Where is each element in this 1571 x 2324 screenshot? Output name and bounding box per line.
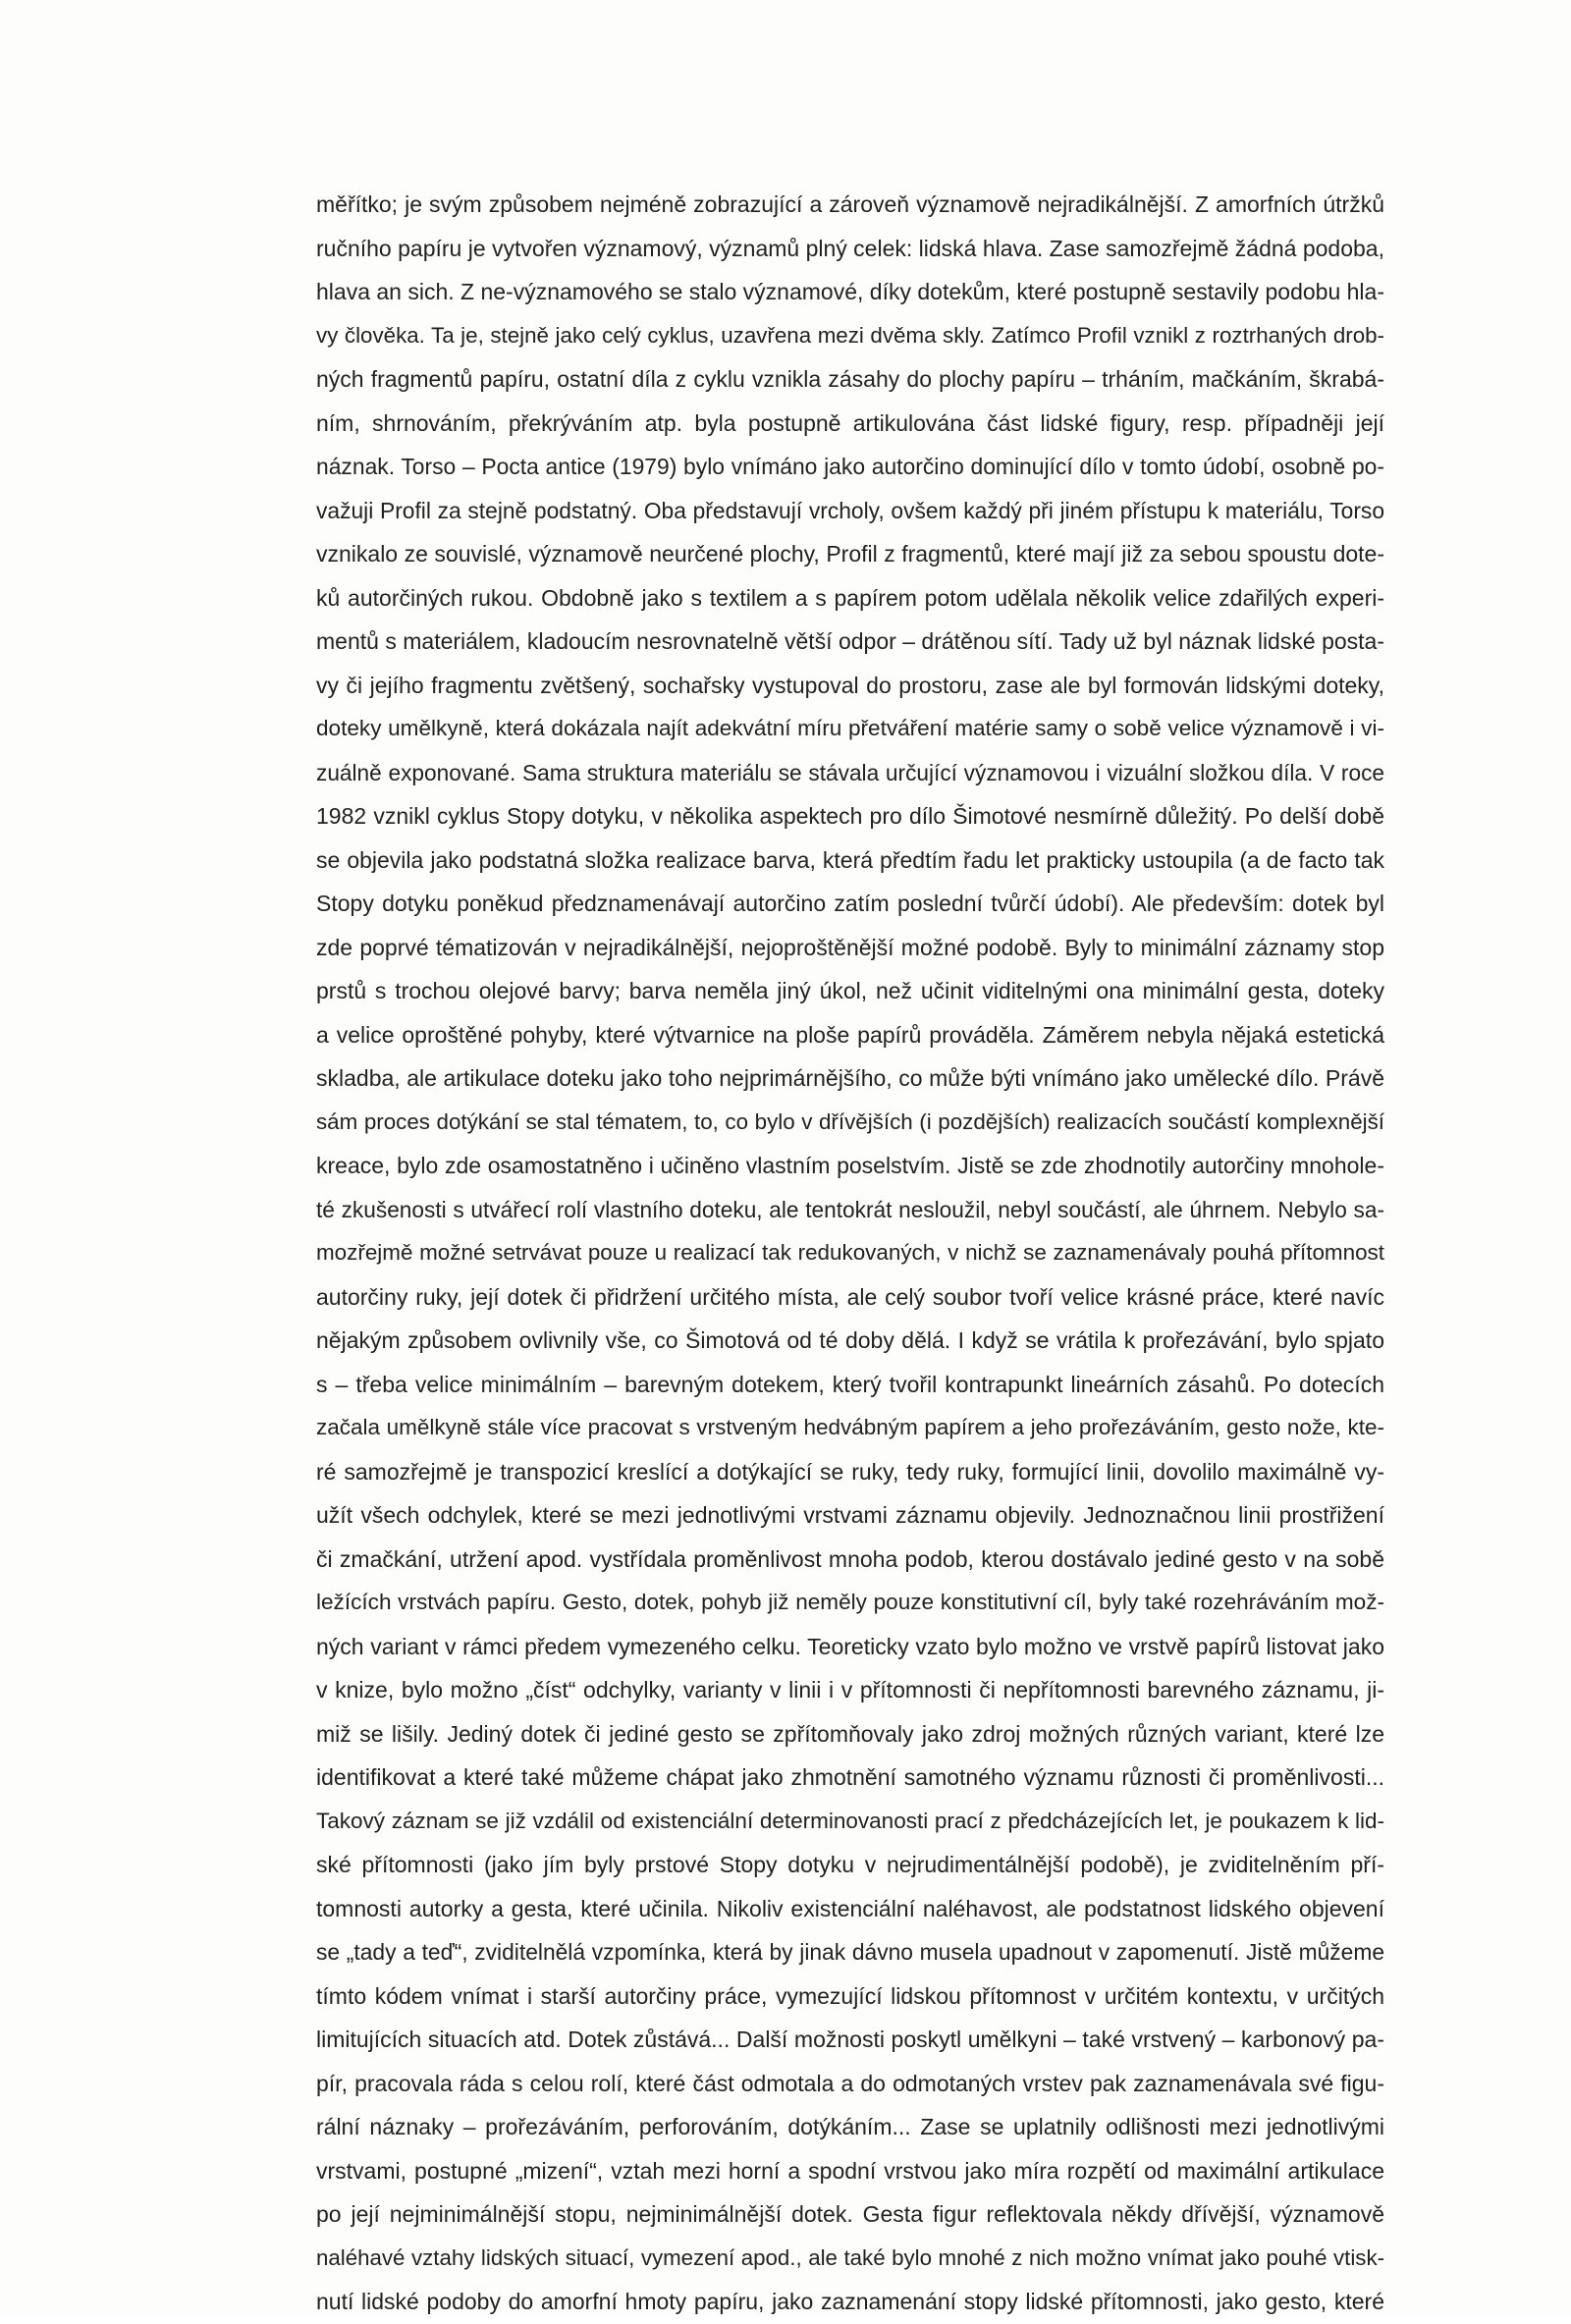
- text-line: autorčiny ruky, její dotek či přidržení určitého místa, ale celý soubor tvoří velice krásné práce, které navíc: [316, 1283, 1384, 1310]
- text-line: v knize, bylo možno „číst“ odchylky, varianty v linii i v přítomnosti či nepřítomnosti barevného záznamu, ji-: [316, 1677, 1384, 1702]
- text-line: Stopy dotyku poněkud předznamenávají autorčino zatím poslední tvůrčí údobí). Ale především: dotek byl: [316, 891, 1384, 916]
- text-line: užít všech odchylek, které se mezi jednotlivými vrstvami záznamu objevily. Jednoznačnou linii prostřižení: [316, 1502, 1384, 1528]
- text-line: važuji Profil za stejně podstatný. Oba představují vrcholy, ovšem každý při jiném přístupu k materiálu, Torso: [316, 497, 1384, 523]
- text-line: či zmačkání, utržení apod. vystřídala proměnlivost mnoha podob, kterou dostávalo jediné gesto v na sobě: [316, 1545, 1384, 1572]
- text-line: vrstvami, postupné „mizení“, vztah mezi horní a spodní vrstvou jako míra rozpětí od maximální artikulace: [316, 2157, 1384, 2184]
- text-line: kreace, bylo zde osamostatněno i učiněno vlastním poselstvím. Jistě se zde zhodnotily autorčiny mnohole-: [316, 1153, 1384, 1178]
- text-line: vy či jejího fragmentu zvětšený, sochařsky vystupoval do prostoru, zase ale byl formován lidskými doteky,: [316, 672, 1384, 698]
- text-line: náznak. Torso – Pocta antice (1979) bylo vnímáno jako autorčino dominující dílo v tomto údobí, osobně po-: [316, 454, 1384, 479]
- text-line: naléhavé vztahy lidských situací, vymezení apod., ale také bylo mnohé z nich možno vnímat jako pouhé vtisk-: [316, 2244, 1384, 2270]
- text-line: Takový záznam se již vzdálil od existenciální determinovanosti prací z předcházejících let, je poukazem k lid-: [316, 1808, 1384, 1833]
- text-line: ské přítomnosti (jako jím byly prstové Stopy dotyku v nejrudimentálnější podobě), je zviditelněním pří-: [316, 1852, 1384, 1877]
- text-line: 1982 vznikl cyklus Stopy dotyku, v několika aspektech pro dílo Šimotové nesmírně důležitý. Po delší době: [316, 803, 1384, 829]
- text-line: hlava an sich. Z ne-významového se stalo významové, díky dotekům, které postupně sestavily podobu hla-: [316, 279, 1384, 304]
- text-line: miž se lišily. Jediný dotek či jediné gesto se zpřítomňovaly jako zdroj možných různých variant, které lze: [316, 1720, 1384, 1747]
- text-line: sám proces dotýkání se stal tématem, to, co bylo v dřívějších (i pozdějších) realizacích součástí komplexnější: [316, 1108, 1384, 1134]
- text-line: tomnosti autorky a gesta, které učinila. Nikoliv existenciální naléhavost, ale podstatnost lidského objevení: [316, 1895, 1384, 1921]
- text-line: nějakým způsobem ovlivnily vše, co Šimotová od té doby dělá. I když se vrátila k prořezávání, bylo spjato: [316, 1327, 1384, 1353]
- text-line: ručního papíru je vytvořen významový, významů plný celek: lidská hlava. Zase samozřejmě žádná podoba,: [316, 235, 1384, 261]
- text-line: ním, shrnováním, překrýváním atp. byla postupně artikulována část lidské figury, resp. případněji její: [316, 409, 1384, 436]
- text-line: vznikalo ze souvislé, významově neurčené plochy, Profil z fragmentů, které mají již za sebou spoustu dote-: [316, 541, 1384, 567]
- text-line: tímto kódem vnímat i starší autorčiny práce, vymezující lidskou přítomnost v určitém kontextu, v určitých: [316, 1982, 1384, 2009]
- text-line: měřítko; je svým způsobem nejméně zobrazující a zároveň významově nejradikálnější. Z amorfních útržků: [316, 191, 1384, 217]
- text-line: se objevila jako podstatná složka realizace barva, která předtím řadu let prakticky ustoupila (a de facto tak: [316, 846, 1384, 873]
- text-line: pír, pracovala ráda s celou rolí, které část odmotala a do odmotaných vrstev pak zaznamenávala své figu-: [316, 2070, 1384, 2096]
- text-line: mozřejmě možné setrvávat pouze u realizací tak redukovaných, v nichž se zaznamenávaly pouhá přítomnost: [316, 1240, 1384, 1265]
- text-line: prstů s trochou olejové barvy; barva neměla jiný úkol, než učinit viditelnými ona minimální gesta, doteky: [316, 978, 1384, 1003]
- text-line: rální náznaky – prořezáváním, perforováním, dotýkáním... Zase se uplatnily odlišnosti mezi jednotlivými: [316, 2114, 1384, 2139]
- text-line: začala umělkyně stále více pracovat s vrstveným hedvábným papírem a jeho prořezáváním, gesto nože, kte-: [316, 1415, 1384, 1439]
- text-line: ků autorčiných rukou. Obdobně jako s textilem a s papírem potom udělala několik velice zdařilých experi-: [316, 584, 1384, 611]
- text-line: zuálně exponované. Sama struktura materiálu se stávala určující významovou i vizuální složkou díla. V roce: [316, 759, 1384, 785]
- text-line: nutí lidské podoby do amorfní hmoty papíru, jako zaznamenání stopy lidské přítomnosti, jako gesto, které: [316, 2289, 1384, 2314]
- body-text: [316, 183, 1384, 2324]
- text-line: doteky umělkyně, která dokázala najít adekvátní míru přetváření matérie samy o sobě velice významově i vi-: [316, 716, 1384, 740]
- text-line: ré samozřejmě je transpozicí kreslící a dotýkající se ruky, tedy ruky, formující linii, dovolilo maximálně vy-: [316, 1458, 1384, 1485]
- text-line: identifikovat a které také můžeme chápat jako zhmotnění samotného významu různosti či proměnlivosti...: [316, 1764, 1384, 1790]
- text-line: mentů s materiálem, kladoucím nesrovnatelně větší odpor – drátěnou sítí. Tady už byl náznak lidské posta-: [316, 628, 1384, 654]
- text-line: ležících vrstvách papíru. Gesto, dotek, pohyb již neměly pouze konstitutivní cíl, byly také rozehráváním mož-: [316, 1590, 1384, 1614]
- text-line: ných fragmentů papíru, ostatní díla z cyklu vznikla zásahy do plochy papíru – trháním, mačkáním, škrabá-: [316, 366, 1384, 392]
- text-line: zde poprvé tématizován v nejradikálnější, nejoproštěnější možné podobě. Byly to minimální záznamy stop: [316, 934, 1384, 960]
- text-line: skladba, ale artikulace doteku jako toho nejprimárnějšího, co může býti vnímáno jako umělecké dílo. Právě: [316, 1065, 1384, 1091]
- text-line: s – třeba velice minimálním – barevným dotekem, který tvořil kontrapunkt lineárních zásahů. Po dotecích: [316, 1371, 1384, 1397]
- text-line: té zkušenosti s utvářecí rolí vlastního doteku, ale tentokrát nesloužil, nebyl součástí, ale úhrnem. Nebylo sa-: [316, 1196, 1384, 1222]
- text-line: vy člověka. Ta je, stejně jako celý cyklus, uzavřena mezi dvěma skly. Zatímco Profil vznikl z roztrhaných drob-: [316, 322, 1384, 348]
- text-line: po její nejminimálnější stopu, nejminimálnější dotek. Gesta figur reflektovala někdy dřívější, významově: [316, 2201, 1384, 2227]
- text-line: a velice oproštěné pohyby, které výtvarnice na ploše papírů prováděla. Záměrem nebyla nějaká estetická: [316, 1021, 1384, 1048]
- text-line: limitujících situacích atd. Dotek zůstává... Další možnosti poskytl umělkyni – také vrstvený – karbonový pa-: [316, 2027, 1384, 2052]
- text-line: se „tady a teď“, zviditelnělá vzpomínka, která by jinak dávno musela upadnout v zapomenutí. Jistě můžeme: [316, 1939, 1384, 1965]
- text-line: ných variant v rámci předem vymezeného celku. Teoreticky vzato bylo možno ve vrstvě papírů listovat jako: [316, 1633, 1384, 1659]
